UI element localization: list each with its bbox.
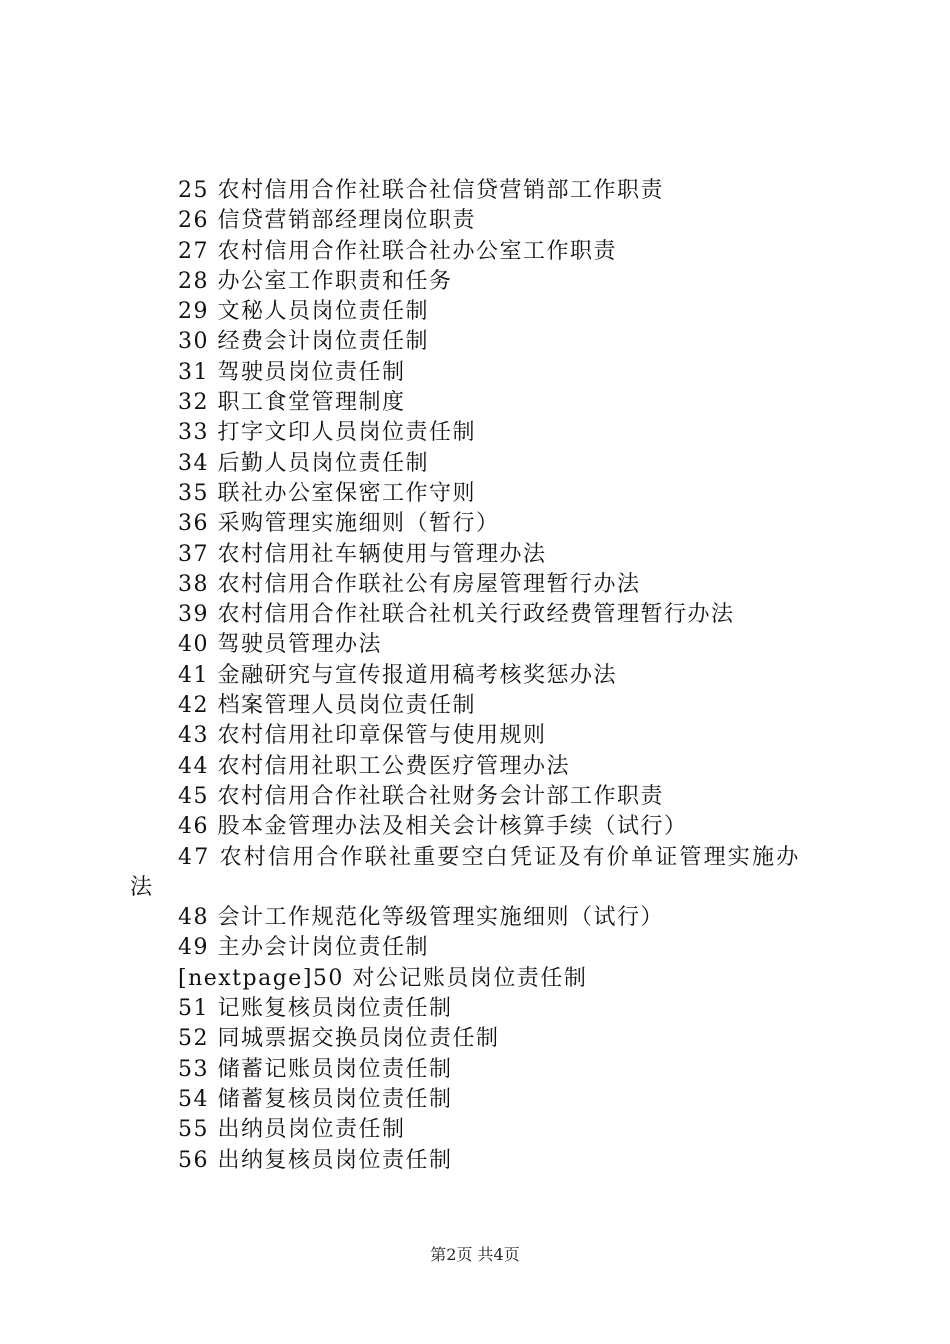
list-item: 44 农村信用社职工公费医疗管理办法 — [178, 753, 570, 779]
list-item: [nextpage]50 对公记账员岗位责任制 — [178, 965, 588, 991]
list-item: 43 农村信用社印章保管与使用规则 — [178, 723, 547, 749]
list-item: 49 主办会计岗位责任制 — [178, 935, 429, 961]
list-item: 52 同城票据交换员岗位责任制 — [178, 1026, 500, 1052]
list-item: 27 农村信用合作社联合社办公室工作职责 — [178, 238, 617, 264]
list-item: 35 联社办公室保密工作守则 — [178, 480, 476, 506]
list-item: 48 会计工作规范化等级管理实施细则（试行） — [178, 905, 664, 931]
list-item: 47 农村信用合作联社重要空白凭证及有价单证管理实施办 — [178, 844, 801, 870]
list-item: 28 办公室工作职责和任务 — [178, 268, 453, 294]
list-item: 34 后勤人员岗位责任制 — [178, 450, 429, 476]
list-item-continuation: 法 — [130, 874, 154, 900]
list-item: 39 农村信用合作社联合社机关行政经费管理暂行办法 — [178, 602, 735, 628]
document-body — [130, 176, 830, 1176]
list-item: 31 驾驶员岗位责任制 — [178, 359, 406, 385]
list-item: 30 经费会计岗位责任制 — [178, 329, 429, 355]
list-item: 45 农村信用合作社联合社财务会计部工作职责 — [178, 783, 664, 809]
list-item: 33 打字文印人员岗位责任制 — [178, 420, 476, 446]
list-item: 29 文秘人员岗位责任制 — [178, 299, 429, 325]
list-item: 37 农村信用社车辆使用与管理办法 — [178, 541, 547, 567]
list-item: 32 职工食堂管理制度 — [178, 390, 406, 416]
list-item: 25 农村信用合作社联合社信贷营销部工作职责 — [178, 178, 664, 203]
list-item: 51 记账复核员岗位责任制 — [178, 996, 453, 1022]
list-item: 56 出纳复核员岗位责任制 — [178, 1147, 453, 1173]
list-item: 46 股本金管理办法及相关会计核算手续（试行） — [178, 814, 688, 840]
list-item: 40 驾驶员管理办法 — [178, 632, 382, 658]
list-item: 42 档案管理人员岗位责任制 — [178, 693, 476, 719]
list-item: 55 出纳员岗位责任制 — [178, 1117, 406, 1143]
list-item: 38 农村信用合作联社公有房屋管理暂行办法 — [178, 571, 641, 597]
list-item: 54 储蓄复核员岗位责任制 — [178, 1086, 453, 1112]
list-item: 53 储蓄记账员岗位责任制 — [178, 1056, 453, 1082]
list-item: 36 采购管理实施细则（暂行） — [178, 511, 500, 537]
list-item: 41 金融研究与宣传报道用稿考核奖惩办法 — [178, 662, 617, 688]
page-number-footer: 第2页 共4页 — [430, 1245, 520, 1264]
list-item: 26 信贷营销部经理岗位职责 — [178, 208, 476, 234]
